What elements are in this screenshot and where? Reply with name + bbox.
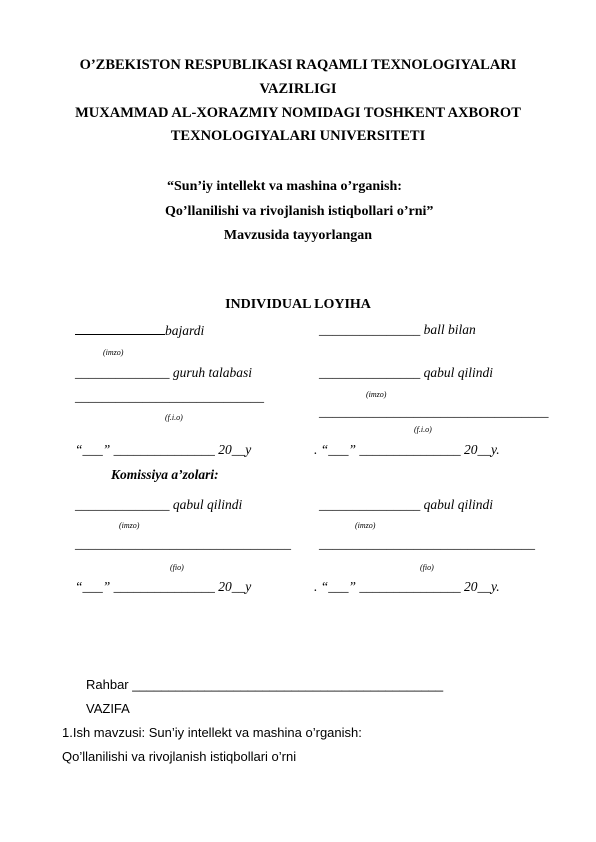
- imzo-caption: (imzo): [103, 348, 124, 357]
- document-title: INDIVIDUAL LOYIHA: [225, 297, 371, 312]
- ball-line: _______________ ball bilan: [319, 322, 476, 337]
- fio-blank-line: ________________________________: [319, 536, 535, 551]
- rahbar-line: Rahbar ___________________________________________: [86, 677, 444, 692]
- ish-mavzusi-line1: 1.Ish mavzusi: Sun’iy intellekt va mashina o’rganish:: [62, 725, 362, 740]
- topic-line3: Mavzusida tayyorlangan: [223, 228, 373, 243]
- university-title-line1: MUXAMMAD AL-XORAZMIY NOMIDAGI TOSHKENT AXBOROT: [75, 105, 521, 121]
- fio-caption: (f.i.o): [165, 413, 183, 422]
- fio-blank-line: ________________________________: [75, 536, 291, 551]
- topic-line2: Qo’llanilishi va rivojlanish istiqbollari o’rni”: [165, 204, 434, 219]
- topic-line1: “Sun’iy intellekt va mashina o’rganish:: [167, 179, 402, 194]
- qabul-line: _______________ qabul qilindi: [319, 365, 494, 380]
- qabul-line: ______________ qabul qilindi: [75, 497, 243, 512]
- bajardi-line: [75, 322, 204, 339]
- qabul-line: _______________ qabul qilindi: [319, 497, 494, 512]
- date-line: . “___” _______________ 20__y.: [314, 442, 500, 457]
- komissiya-heading: Komissiya a’zolari:: [111, 467, 219, 482]
- fio-blank-line: ____________________________: [75, 389, 264, 404]
- fio-blank-line: __________________________________: [319, 404, 549, 419]
- imzo-caption: (imzo): [119, 521, 140, 530]
- vazifa-heading: VAZIFA: [86, 701, 130, 716]
- fio-caption: (f.i.o): [414, 425, 432, 434]
- ministry-title-line1: O’ZBEKISTON RESPUBLIKASI RAQAMLI TEXNOLOGIYALARI: [79, 57, 517, 73]
- signature-blank: [75, 322, 165, 335]
- date-line: . “___” _______________ 20__y.: [314, 579, 500, 594]
- date-line: “___” _______________ 20__y: [75, 442, 252, 457]
- guruh-line: ______________ guruh talabasi: [75, 365, 253, 380]
- fio-caption: (fio): [170, 563, 184, 572]
- date-line: “___” _______________ 20__y: [75, 579, 252, 594]
- imzo-caption: (imzo): [355, 521, 376, 530]
- university-title-line2: TEXNOLOGIYALARI UNIVERSITETI: [170, 128, 426, 144]
- fio-caption: (fio): [420, 563, 434, 572]
- ish-mavzusi-line2: Qo’llanilishi va rivojlanish istiqbollari o’rni: [62, 749, 297, 764]
- ministry-title-line2: VAZIRLIGI: [259, 81, 337, 97]
- bajardi-label: bajardi: [165, 323, 205, 338]
- imzo-caption: (imzo): [366, 390, 387, 399]
